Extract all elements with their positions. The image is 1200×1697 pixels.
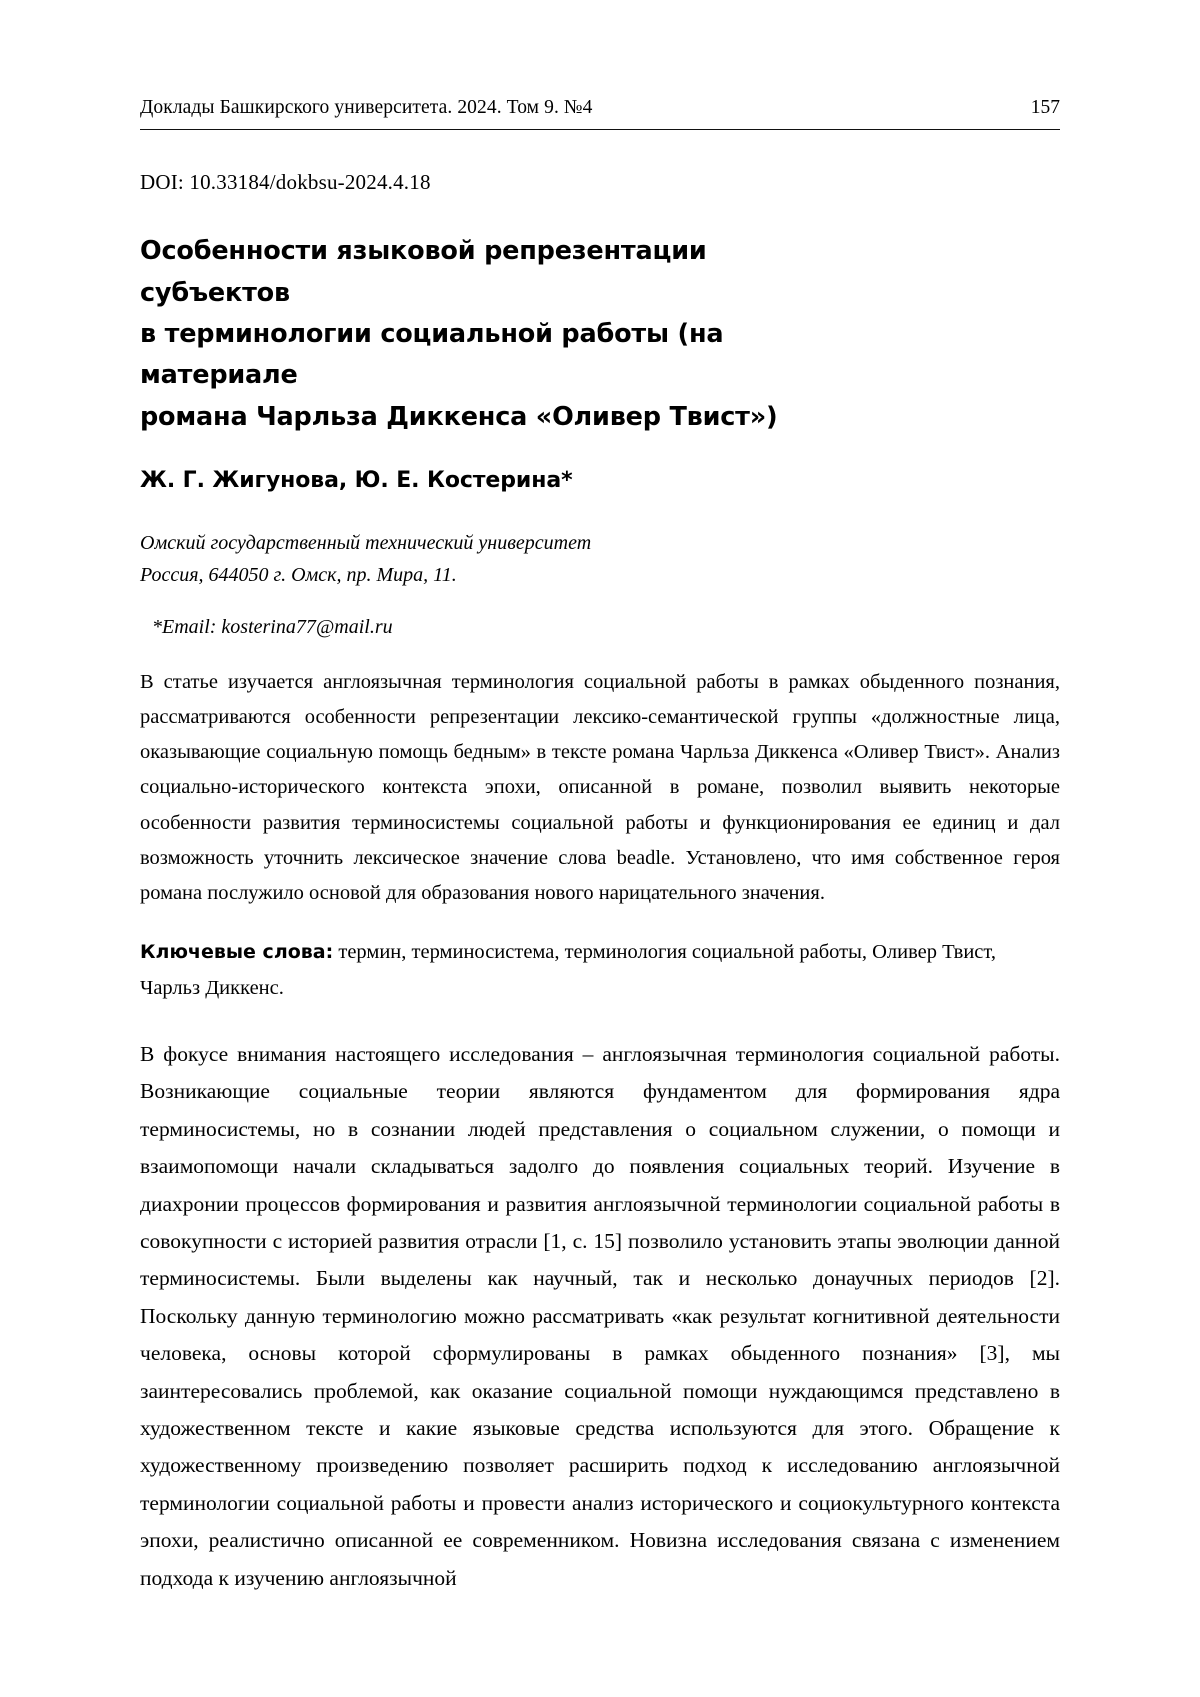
- affiliation-address: Россия, 644050 г. Омск, пр. Мира, 11.: [140, 564, 457, 587]
- journal-title: Доклады Башкирского университета. 2024. Том 9. №4: [140, 97, 593, 118]
- corresponding-email: *Email: kosterina77@mail.ru: [152, 615, 393, 638]
- keywords-label: Ключевые слова:: [140, 941, 334, 964]
- keywords-text: термин, терминосистема, терминология социальной работы, Оливер Твист, Чарльз Диккенс.: [140, 941, 996, 999]
- page-number: 157: [1030, 97, 1060, 118]
- author-list: Ж. Г. Жигунова, Ю. Е. Костерина*: [140, 467, 573, 493]
- article-title-line-1: Особенности языковой репрезентации субъектов: [140, 236, 707, 308]
- affiliation: [140, 527, 1060, 592]
- body-paragraph-1: В фокусе внимания настоящего исследования – англоязычная терминология социальной работы. Возникающие социальные теории являются фундаментом для формирования ядра терминосистемы, но в сознании людей представления о социальном служении, о помощи и взаимопомощи начали складываться задолго до появления социальных теорий. Изучение в диахронии процессов формирования и развития англоязычной терминологии социальной работы в совокупности с историей развития отрасли [1, с. 15] позволило установить этапы эволюции данной терминосистемы. Были выделены как научный, так и несколько донаучных периодов [2]. Поскольку данную терминологию можно рассматривать «как результат когнитивной деятельности человека, основы которой сформулированы в рамках обыденного познания» [3], мы заинтересовались проблемой, как оказание социальной помощи нуждающимся представлено в художественном тексте и какие языковые средства используются для этого. Обращение к художественному произведению позволяет расширить подход к исследованию англоязычной терминологии социальной работы и провести анализ исторического и социокультурного контекста эпохи, реалистично описанной ее современником. Новизна исследования связана с изменением подхода к изучению англоязычной: [140, 1041, 1060, 1590]
- article-title: [140, 231, 840, 437]
- running-head: [140, 96, 1060, 130]
- affiliation-institution: Омский государственный технический университет: [140, 531, 592, 554]
- doi-line: DOI: 10.33184/dokbsu-2024.4.18: [140, 170, 431, 195]
- abstract: В статье изучается англоязычная терминология социальной работы в рамках обыденного познания, рассматриваются особенности репрезентации лексико-семантической группы «должностные лица, оказывающие социальную помощь бедным» в тексте романа Чарльза Диккенса «Оливер Твист». Анализ социально-исторического контекста эпохи, описанной в романе, позволил выявить некоторые особенности развития терминосистемы социальной работы и функционирования ее единиц и дал возможность уточнить лексическое значение слова beadle. Установлено, что имя собственное героя романа послужило основой для образования нового нарицательного значения.: [140, 670, 1060, 905]
- article-title-line-2: в терминологии социальной работы (на материале: [140, 318, 724, 391]
- article-title-line-3: романа Чарльза Диккенса «Оливер Твист»): [140, 401, 778, 432]
- keywords: [140, 935, 1060, 1006]
